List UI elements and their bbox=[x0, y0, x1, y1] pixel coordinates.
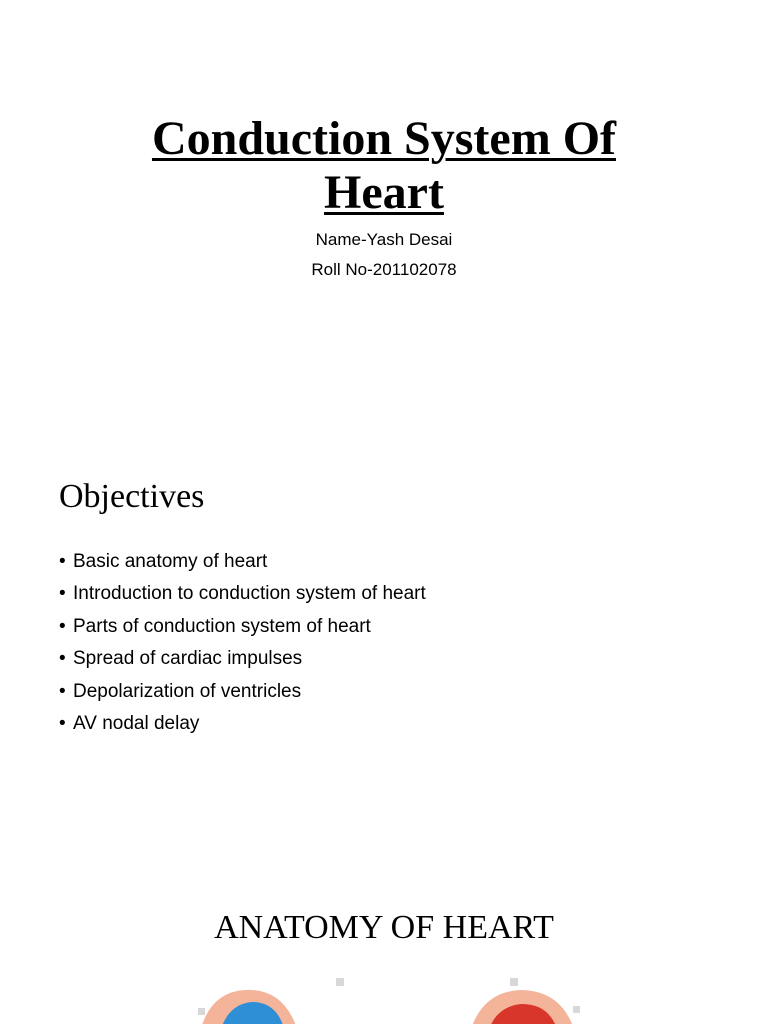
heart-diagram-marker bbox=[198, 1008, 205, 1015]
objectives-slide bbox=[0, 440, 768, 860]
anatomy-slide bbox=[0, 860, 768, 1024]
title-line-1: Conduction System Of bbox=[151, 112, 617, 165]
heart-diagram-left-chamber bbox=[200, 990, 298, 1024]
author-name: Name-Yash Desai bbox=[315, 230, 453, 249]
objectives-heading: Objectives bbox=[59, 478, 205, 515]
list-item-text: Parts of conduction system of heart bbox=[73, 615, 371, 637]
heart-diagram-marker bbox=[510, 978, 518, 986]
list-item bbox=[59, 582, 426, 614]
list-item bbox=[59, 550, 426, 582]
list-item-text: AV nodal delay bbox=[73, 712, 200, 734]
objectives-list bbox=[59, 550, 426, 744]
list-item bbox=[59, 680, 426, 712]
bullet-icon: • bbox=[59, 680, 66, 702]
list-item-text: Introduction to conduction system of heart bbox=[73, 583, 426, 605]
list-item-text: Spread of cardiac impulses bbox=[73, 648, 303, 670]
list-item bbox=[59, 615, 426, 647]
heart-diagram-marker bbox=[336, 978, 344, 986]
heart-diagram-image bbox=[190, 972, 590, 1024]
roll-number: Roll No-201102078 bbox=[311, 260, 457, 279]
heart-diagram-marker bbox=[573, 1006, 580, 1013]
bullet-icon: • bbox=[59, 712, 66, 734]
list-item bbox=[59, 647, 426, 679]
title-slide bbox=[0, 0, 768, 440]
heart-diagram-right-chamber bbox=[470, 990, 575, 1024]
bullet-icon: • bbox=[59, 551, 66, 572]
presentation-title bbox=[0, 112, 768, 220]
list-item-text: Depolarization of ventricles bbox=[73, 680, 302, 702]
list-item-text: Basic anatomy of heart bbox=[73, 551, 268, 572]
bullet-icon: • bbox=[59, 648, 66, 670]
bullet-icon: • bbox=[59, 615, 66, 637]
bullet-icon: • bbox=[59, 583, 66, 605]
title-line-2: Heart bbox=[324, 166, 444, 219]
anatomy-heading: ANATOMY OF HEART bbox=[214, 909, 554, 946]
list-item bbox=[59, 712, 426, 744]
